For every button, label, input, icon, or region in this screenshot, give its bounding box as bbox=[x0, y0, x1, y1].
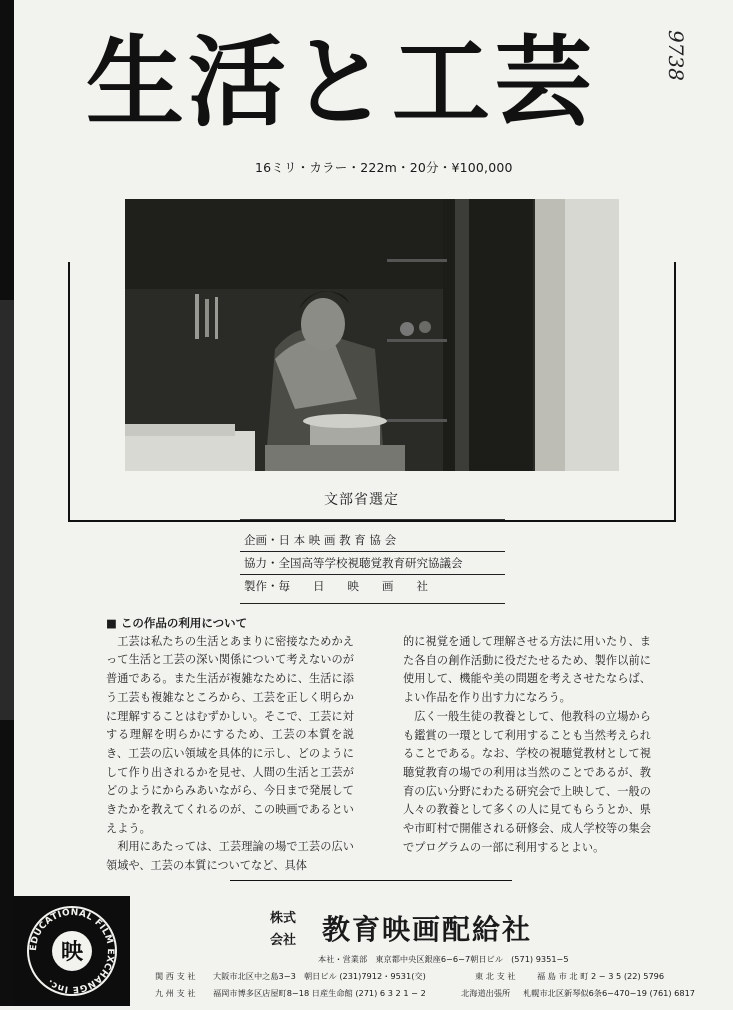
article-paragraph: 広く一般生徒の教養として、他教科の立場からも鑑賞の一環として利用することも当然考えられることである。なお、学校の視聴覚教材として視聴覚教育の場での利用は当然のことであるが、教育の広い分野にわたる研究会で上映して、一般の人々の教養として多くの人に見てもらうとか、県や市町村で開催される研修会、成人学校等の集会でプログラムの一部に利用するとよい。 bbox=[403, 709, 651, 854]
credit-planning: 企画・日 本 映 画 教 育 協 会 bbox=[244, 533, 397, 547]
company-kind: 株式 会社 bbox=[270, 911, 297, 948]
credit-cooperation: 協力・全国高等学校視聴覚教育研究協議会 bbox=[244, 556, 463, 570]
branch-row: 関 西 支 社 大阪市北区中之島3−3 朝日ビル (231)7912・9531(交) 東 北 支 社 福 島 市 北 町 2 − 3 5 (22) 5796 bbox=[155, 971, 665, 981]
scan-edge bbox=[0, 0, 14, 1006]
selection-rule bbox=[240, 519, 505, 520]
credit-name: 日 本 映 画 教 育 協 会 bbox=[278, 533, 397, 547]
film-specs: 16ミリ・カラー・222m・20分・¥100,000 bbox=[255, 160, 513, 175]
article-paragraph: 工芸は私たちの生活とあまりに密接なためかえって生活と工芸の深い関係について考えないのが普通である。また生活が複雑なために、生活に添う工芸も複雑なところから、工芸を正しく明らかに理解することはむずかしい。そこで、工芸に対する理解を明らかにするため、工芸の本質を説き、工芸の広い領域を具体的に示し、どのようにして作り出されるかを見せ、人間の生活と工芸がどのようにからみあいながら、今日まで発展してきたかを教えてくれるのが、この映画であるといえよう。 bbox=[106, 634, 354, 835]
footer-rule bbox=[230, 880, 512, 881]
logo-center-char: 映 bbox=[60, 940, 84, 965]
branch-row: 九 州 支 社 福岡市博多区店屋町8−18 日産生命館 (271) 6 3 2 1 − 2 北海道出張所 札幌市北区新琴似6条6−470−19 (761) 6817 bbox=[155, 988, 695, 998]
page-title: 生活と工芸 bbox=[86, 26, 597, 140]
handwritten-note: 9738 bbox=[664, 30, 688, 81]
ministry-selection: 文部省選定 bbox=[324, 492, 399, 508]
frame-right-line bbox=[674, 262, 676, 522]
potter-photo bbox=[125, 199, 619, 471]
article-left-column bbox=[106, 614, 354, 876]
section-heading: ■ この作品の利用について bbox=[106, 616, 248, 630]
credit-name: 毎 日 映 画 社 bbox=[278, 579, 428, 593]
company-logo bbox=[14, 896, 130, 1006]
company-name: 教育映画配給社 bbox=[322, 913, 533, 946]
credit-name: 全国高等学校視聴覚教育研究協議会 bbox=[278, 556, 463, 570]
potter-illustration bbox=[125, 199, 619, 471]
article-right-column bbox=[403, 633, 651, 857]
credit-production: 製作・毎 日 映 画 社 bbox=[244, 579, 428, 593]
credits-block bbox=[240, 529, 505, 604]
article-paragraph: 的に視覚を通して理解させる方法に用いたり、また各自の創作活動に役だたせるため、製作以前に使用して、機能や美の問題を考えさせたならば、よい作品を作り出す力になろう。 bbox=[403, 635, 651, 705]
frame-bottom-line bbox=[68, 520, 676, 522]
branch-list bbox=[155, 968, 695, 1002]
credit-role: 企画 bbox=[244, 533, 267, 547]
frame-left-line bbox=[68, 262, 70, 522]
credit-role: 協力 bbox=[244, 556, 267, 570]
logo-circle-text: EDUCATIONAL FILM EXCHANGE Inc. bbox=[28, 907, 116, 995]
headquarters-address: 本社・営業部 東京都中央区銀座6−6−7朝日ビル (571) 9351−5 bbox=[318, 954, 569, 964]
credit-role: 製作 bbox=[244, 579, 267, 593]
article-paragraph: 利用にあたっては、工芸理論の場で工芸の広い領域や、工芸の本質についてなど、具体 bbox=[106, 840, 354, 873]
